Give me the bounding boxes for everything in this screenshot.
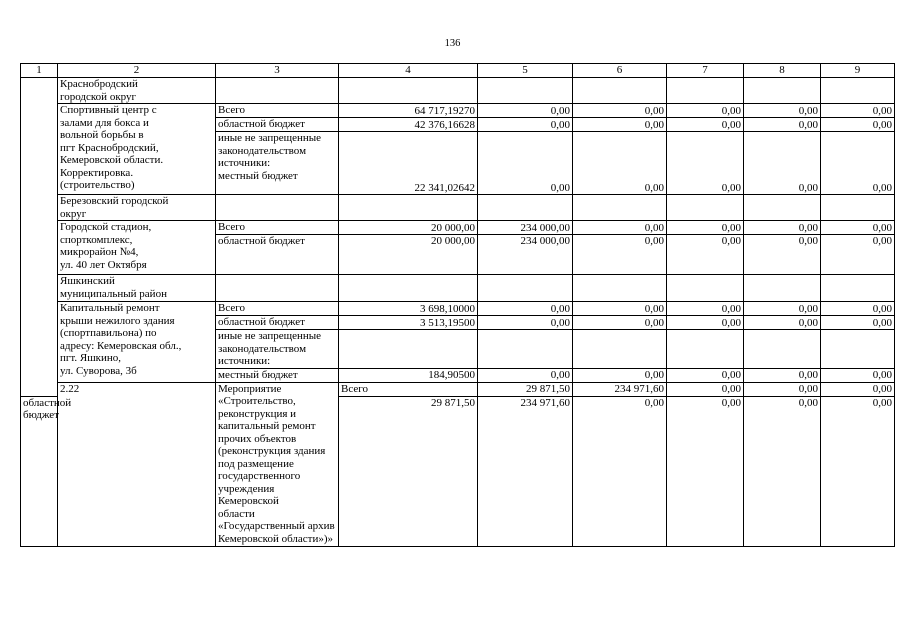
value-cell: 0,00: [573, 396, 667, 546]
funding-source: Всего: [216, 221, 339, 235]
value-cell: 0,00: [821, 221, 895, 235]
value-cell: 64 717,19270: [339, 104, 478, 118]
value-cell: 3 698,10000: [339, 302, 478, 316]
value-cell: 0,00: [667, 396, 744, 546]
value-cell: 0,00: [478, 316, 573, 330]
value-cell: 0,00: [667, 104, 744, 118]
value-cell: 0,00: [821, 132, 895, 195]
value-cell: 0,00: [573, 316, 667, 330]
column-header: 5: [478, 64, 573, 78]
value-cell: 0,00: [744, 316, 821, 330]
value-cell: 0,00: [573, 132, 667, 195]
value-cell: 0,00: [821, 302, 895, 316]
table-row: [21, 221, 895, 235]
value-cell: 0,00: [667, 302, 744, 316]
value-cell: 234 000,00: [478, 221, 573, 235]
value-cell: 0,00: [667, 118, 744, 132]
column-header: 9: [821, 64, 895, 78]
value-cell: 0,00: [573, 118, 667, 132]
value-cell: 0,00: [821, 368, 895, 382]
column-header: 1: [21, 64, 58, 78]
page-number: 136: [444, 38, 461, 49]
value-cell: 0,00: [667, 132, 744, 195]
funding-source: местный бюджет: [216, 368, 339, 382]
row-number: 2.22: [58, 382, 216, 546]
funding-source: областной бюджет: [216, 235, 339, 275]
value-cell: 0,00: [744, 302, 821, 316]
value-cell: 0,00: [821, 316, 895, 330]
object-name: Городской стадион, спорткомплекс, микрорайон №4, ул. 40 лет Октября: [58, 221, 216, 275]
value-cell: 0,00: [821, 118, 895, 132]
column-header: 6: [573, 64, 667, 78]
value-cell: 0,00: [744, 396, 821, 546]
funding-source: Всего: [216, 302, 339, 316]
district-name: Краснобродский городской округ: [58, 78, 216, 104]
value-cell: 0,00: [667, 235, 744, 275]
value-cell: 0,00: [821, 396, 895, 546]
value-cell: 20 000,00: [339, 221, 478, 235]
value-cell: 29 871,50: [339, 396, 478, 546]
value-cell: 0,00: [478, 132, 573, 195]
funding-source: областной бюджет: [21, 396, 58, 546]
value-cell: 0,00: [573, 235, 667, 275]
funding-source: Всего: [339, 382, 478, 396]
table-row: [21, 382, 895, 396]
value-cell: 0,00: [478, 368, 573, 382]
value-cell: 0,00: [667, 316, 744, 330]
value-cell: 0,00: [478, 302, 573, 316]
value-cell: 29 871,50: [478, 382, 573, 396]
value-cell: 234 971,60: [573, 382, 667, 396]
column-header: 7: [667, 64, 744, 78]
value-cell: 0,00: [744, 104, 821, 118]
district-name: Березовский городской округ: [58, 195, 216, 221]
column-header: 3: [216, 64, 339, 78]
district-name: Яшкинский муниципальный район: [58, 275, 216, 302]
funding-source: Всего: [216, 104, 339, 118]
value-cell: 0,00: [744, 221, 821, 235]
object-name: Спортивный центр с залами для бокса и вольной борьбы в пгт Краснобродский, Кемеровской области. Корректировка. (строительство): [58, 104, 216, 195]
value-cell: 0,00: [478, 118, 573, 132]
budget-table: [20, 63, 895, 547]
value-cell: 0,00: [667, 382, 744, 396]
value-cell: 0,00: [744, 235, 821, 275]
column-header: 2: [58, 64, 216, 78]
header-row: [21, 64, 895, 78]
table-row: [21, 275, 895, 302]
value-cell: 0,00: [573, 104, 667, 118]
value-cell: 20 000,00: [339, 235, 478, 275]
value-cell: 22 341,02642: [339, 132, 478, 195]
value-cell: 0,00: [744, 132, 821, 195]
value-cell: 0,00: [821, 104, 895, 118]
funding-source: иные не запрещенные законодательством источники: местный бюджет: [216, 132, 339, 195]
value-cell: 0,00: [573, 368, 667, 382]
table-row: [21, 78, 895, 104]
value-cell: 0,00: [478, 104, 573, 118]
value-cell: 3 513,19500: [339, 316, 478, 330]
table-row: [21, 104, 895, 118]
value-cell: 0,00: [573, 221, 667, 235]
value-cell: 0,00: [667, 368, 744, 382]
column-header: 8: [744, 64, 821, 78]
value-cell: 0,00: [744, 382, 821, 396]
measure-name: Мероприятие «Строительство, реконструкция и капитальный ремонт прочих объектов (реконструкция здания под размещение государственного учреждения Кемеровской области «Государственный архив Кемеровской области»)»: [216, 382, 339, 546]
value-cell: 184,90500: [339, 368, 478, 382]
value-cell: 42 376,16628: [339, 118, 478, 132]
table-row: [21, 302, 895, 316]
value-cell: 0,00: [667, 221, 744, 235]
table-row: [21, 195, 895, 221]
value-cell: 0,00: [744, 118, 821, 132]
value-cell: 0,00: [821, 382, 895, 396]
funding-source: областной бюджет: [216, 118, 339, 132]
value-cell: 0,00: [744, 368, 821, 382]
row-number-cell: [21, 78, 58, 397]
value-cell: 0,00: [573, 302, 667, 316]
value-cell: 234 971,60: [478, 396, 573, 546]
value-cell: 234 000,00: [478, 235, 573, 275]
value-cell: 0,00: [821, 235, 895, 275]
funding-source: областной бюджет: [216, 316, 339, 330]
column-header: 4: [339, 64, 478, 78]
object-name: Капитальный ремонт крыши нежилого здания (спортпавильона) по адресу: Кемеровская обл., пгт. Яшкино, ул. Суворова, 3б: [58, 302, 216, 383]
funding-source: иные не запрещенные законодательством источники:: [216, 330, 339, 369]
